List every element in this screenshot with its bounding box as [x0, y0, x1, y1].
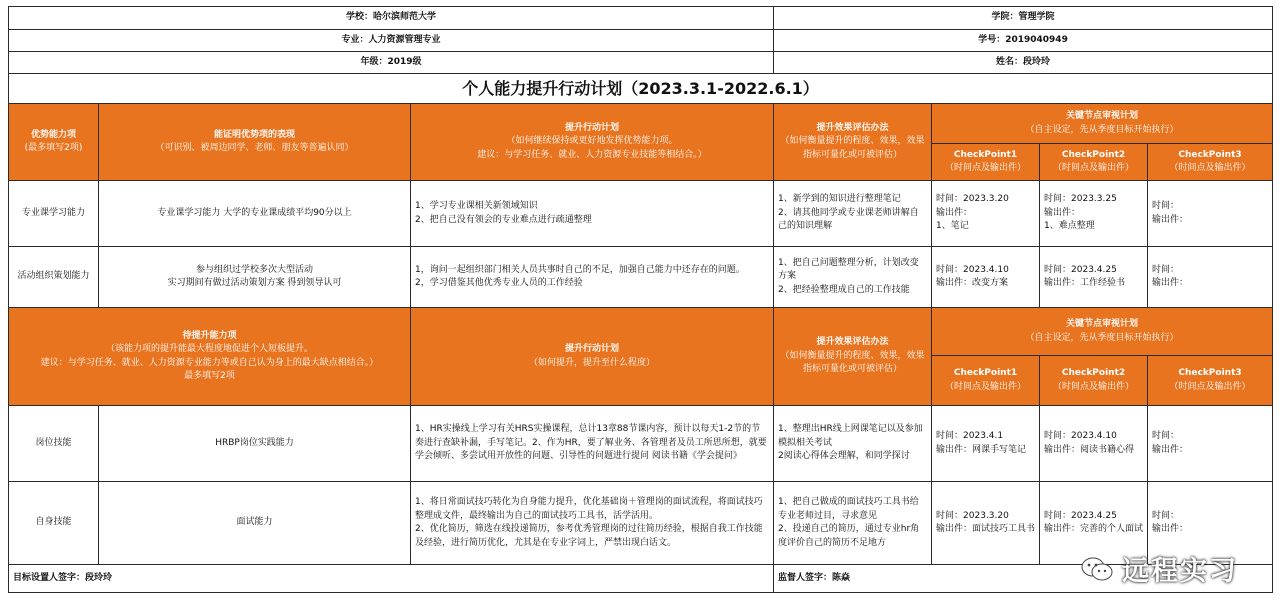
college-cell: 学院：管理学院 — [774, 7, 1273, 30]
sec1-header-cp3 — [1148, 144, 1273, 181]
plan-table — [8, 6, 1273, 593]
checkpoint-output: 输出件： — [1152, 278, 1189, 288]
checkpoint2-cell — [1040, 482, 1148, 565]
sec2-header-cp2 — [1040, 356, 1148, 406]
ability-cell: 自身技能 — [9, 482, 99, 565]
checkpoint-time: 时间：2023.3.20 — [936, 510, 1009, 521]
sec1-header-plan-sub2: 建议：与学习任务、就业、人力资源专业技能等相结合。） — [477, 149, 707, 160]
sec1-header-key — [932, 104, 1273, 144]
checkpoint2-cell — [1040, 406, 1148, 482]
sec2-cp1-label: CheckPoint1 — [953, 368, 1018, 378]
plan-cell: 1、HR实操线上学习有关HRS实操课程，总计13章88节课内容，预计以每天1-2节的节奏进行查缺补漏，手写笔记。2、作为HR，要了解业务、各管理者及员工所思所想，就要学会倾听、多尝试用开放性的问题、引导性的问题进行提问 阅读书籍《学会提问》 — [411, 406, 774, 482]
plan-line: 2、优化简历，筛选在线投递简历，参考优秀管理岗的过往简历经验，根据自我工作技能及经验，进行简历优化，尤其是在专业字词上，严禁出现白话文。 — [415, 524, 763, 548]
eval-cell — [774, 247, 932, 308]
sec1-cp2-label: CheckPoint2 — [1061, 149, 1126, 160]
sec1-header-eval-title: 提升效果评估办法 — [816, 122, 889, 133]
sec1-header-cp2 — [1040, 144, 1148, 181]
checkpoint-output: 输出件： — [1044, 207, 1081, 218]
sec2-header-ability-sub3: 最多填写2项 — [184, 371, 235, 381]
evidence-line: 实习期间有做过活动策划方案 得到领导认可 — [167, 278, 342, 288]
plan-line: 1、将日常面试技巧转化为自身能力提升，优化基础岗＋管理岗的面试流程，将面试技巧整理成文件，最终输出为自己的面试技巧工具书，活学活用。 — [415, 497, 763, 521]
grade-cell: 年级：2019级 — [9, 52, 774, 74]
evidence-line: 专业课学习能力 大学的专业课成绩平均90分以上 — [157, 207, 352, 218]
sec2-header-row-1 — [9, 308, 1273, 356]
checkpoint-time: 时间：2023.4.10 — [936, 264, 1009, 275]
checkpoint3-cell — [1148, 247, 1273, 308]
eval-cell — [774, 181, 932, 247]
checkpoint3-cell — [1148, 406, 1273, 482]
major-cell: 专业：人力资源管理专业 — [9, 30, 774, 52]
watermark-text: 远程实习 — [1122, 556, 1238, 587]
info-row-3 — [9, 52, 1273, 74]
sec2-header-plan-sub: （如何提升，提升至什么程度） — [529, 357, 656, 368]
sec1-header-eval — [774, 104, 932, 181]
eval-line: 2、请其他同学或专业课老师讲解自己的知识理解 — [778, 207, 919, 232]
sec1-cp3-sub: （时间点及输出件） — [1169, 163, 1251, 173]
sec1-header-evidence — [99, 104, 411, 181]
info-row-2 — [9, 30, 1273, 52]
signature-row — [9, 565, 1273, 593]
sec1-header-key-sub: （自主设定，先从季度目标开始执行） — [1025, 124, 1179, 135]
checkpoint-output: 输出件： — [1152, 214, 1189, 225]
sec2-header-plan — [411, 308, 774, 406]
checkpoint-time: 时间：2023.4.10 — [1044, 431, 1117, 441]
checkpoint-output: 输出件：网课手写笔记 — [936, 444, 1027, 455]
checkpoint-time: 时间：2023.4.25 — [1044, 264, 1117, 275]
checkpoint-time: 时间：2023.4.1 — [936, 431, 1004, 441]
table-row — [9, 247, 1273, 308]
evidence-cell: HRBP岗位实践能力 — [99, 406, 411, 482]
plan-cell — [411, 482, 774, 565]
student-id-cell: 学号：2019040949 — [774, 30, 1273, 52]
supervisor-signature: 监督人签字：陈焱 — [774, 565, 1273, 593]
plan-line: 2、把自己没有领会的专业难点进行疏通整理 — [415, 214, 592, 225]
checkpoint-time: 时间：2023.3.25 — [1044, 194, 1117, 205]
sec2-cp2-label: CheckPoint2 — [1061, 368, 1126, 378]
checkpoint1-cell — [932, 181, 1040, 247]
sec2-header-ability — [9, 308, 411, 406]
sec2-cp3-label: CheckPoint3 — [1178, 368, 1242, 378]
evidence-cell — [99, 247, 411, 308]
checkpoint-item: 1、笔记 — [936, 221, 969, 232]
eval-line: 1、把自己问题整理分析，计划改变方案 — [778, 257, 919, 282]
page-title: 个人能力提升行动计划（2023.3.1-2022.6.1） — [9, 74, 1273, 104]
sec1-header-plan — [411, 104, 774, 181]
sec2-header-cp3 — [1148, 356, 1273, 406]
checkpoint-time: 时间：2023.3.20 — [936, 194, 1009, 205]
sec1-header-plan-title: 提升行动计划 — [565, 122, 620, 133]
checkpoint-output: 输出件： — [936, 207, 973, 218]
checkpoint2-cell — [1040, 181, 1148, 247]
evidence-line: 参与组织过学校多次大型活动 — [195, 264, 313, 275]
table-row — [9, 181, 1273, 247]
sec1-header-eval-sub: （如何衡量提升的程度、效果，效果指标可量化或可被评估） — [780, 136, 925, 160]
sec1-header-ability-title: 优势能力项 — [30, 129, 76, 140]
checkpoint-output: 输出件：改变方案 — [936, 278, 1009, 288]
sec2-cp1-sub: （时间点及输出件） — [945, 381, 1027, 392]
checkpoint1-cell — [932, 406, 1040, 482]
sec2-header-cp1 — [932, 356, 1040, 406]
ability-cell: 岗位技能 — [9, 406, 99, 482]
checkpoint3-cell — [1148, 482, 1273, 565]
sec2-header-key-title: 关键节点审视计划 — [1066, 319, 1139, 329]
checkpoint-output: 输出件： — [1152, 444, 1189, 455]
sec2-header-key-sub: （自主设定，先从季度目标开始执行） — [1025, 332, 1179, 343]
title-row — [9, 74, 1273, 104]
checkpoint-output: 输出件：工作经验书 — [1044, 278, 1126, 288]
eval-cell — [774, 406, 932, 482]
checkpoint-output: 输出件：完善的个人面试 — [1044, 524, 1144, 534]
eval-line: 2、投递自己的简历，通过专业hr角度评价自己的简历不足地方 — [778, 524, 920, 548]
sec2-header-ability-title: 待提升能力项 — [182, 330, 237, 341]
checkpoint-time: 时间：2023.4.25 — [1044, 510, 1117, 521]
sec1-header-evidence-sub: （可识别、被周边同学、老师、朋友等普遍认同） — [155, 143, 354, 153]
eval-line: 2阅读心得体会理解，和同学探讨 — [778, 451, 910, 462]
sec1-cp2-sub: （时间点及输出件） — [1053, 163, 1135, 173]
sec1-header-plan-sub1: （如何继续保持或更好地发挥优势能力项。 — [506, 136, 678, 147]
name-cell: 姓名：段玲玲 — [774, 52, 1273, 74]
plan-cell — [411, 247, 774, 308]
sec2-header-key — [932, 308, 1273, 356]
ability-cell: 活动组织策划能力 — [9, 247, 99, 308]
eval-line: 1、整理出HR线上网课笔记以及参加模拟相关考试 — [778, 424, 923, 448]
sec2-cp3-sub: （时间点及输出件） — [1169, 381, 1251, 392]
eval-line: 2、把经验整理成自己的工作技能 — [778, 284, 910, 295]
plan-cell — [411, 181, 774, 247]
plan-line: 2，学习借鉴其他优秀专业人员的工作经验 — [415, 278, 583, 288]
sec1-cp1-sub: （时间点及输出件） — [945, 163, 1027, 173]
checkpoint-time: 时间： — [1152, 510, 1180, 521]
checkpoint-time: 时间： — [1152, 431, 1180, 441]
sec2-header-ability-sub2: 建议：与学习任务、就业、人力资源专业能力等或自己认为身上的最大缺点相结合。） — [40, 357, 379, 368]
sec2-header-eval-title: 提升效果评估办法 — [816, 337, 889, 348]
checkpoint1-cell — [932, 482, 1040, 565]
checkpoint-output: 输出件：面试技巧工具书 — [936, 524, 1036, 534]
evidence-cell — [99, 181, 411, 247]
checkpoint3-cell — [1148, 181, 1273, 247]
checkpoint-item: 1、难点整理 — [1044, 221, 1095, 232]
checkpoint-output: 输出件：阅读书籍心得 — [1044, 444, 1135, 455]
checkpoint1-cell — [932, 247, 1040, 308]
info-row-1 — [9, 7, 1273, 30]
checkpoint2-cell — [1040, 247, 1148, 308]
setter-signature: 目标设置人签字：段玲玲 — [9, 565, 774, 593]
plan-line: 1，询问一起组织部门相关人员共事时自己的不足，加强自己能力中还存在的问题。 — [415, 264, 745, 275]
checkpoint-output: 输出件： — [1152, 524, 1189, 534]
sec2-cp2-sub: （时间点及输出件） — [1053, 381, 1135, 392]
evidence-cell: 面试能力 — [99, 482, 411, 565]
eval-line: 1、新学到的知识进行整理笔记 — [778, 194, 901, 205]
sec1-header-cp1 — [932, 144, 1040, 181]
ability-cell: 专业课学习能力 — [9, 181, 99, 247]
sec1-cp1-label: CheckPoint1 — [953, 149, 1018, 160]
sec1-header-row-1 — [9, 104, 1273, 144]
checkpoint-time: 时间： — [1152, 201, 1180, 211]
sec1-cp3-label: CheckPoint3 — [1178, 149, 1242, 160]
table-row — [9, 482, 1273, 565]
sec1-header-key-title: 关键节点审视计划 — [1066, 111, 1139, 121]
eval-line: 1、把自己做成的面试技巧工具书给专业老师过目，寻求意见 — [778, 497, 919, 521]
sec2-header-eval-sub: （如何衡量提升的程度、效果，效果指标可量化或可被评估） — [780, 350, 925, 375]
checkpoint-time: 时间： — [1152, 264, 1180, 275]
plan-line: 1、学习专业课相关新领域知识 — [415, 201, 538, 211]
sec1-header-ability-sub: (最多填写2项) — [24, 143, 83, 153]
eval-cell — [774, 482, 932, 565]
sec2-header-plan-title: 提升行动计划 — [565, 344, 620, 354]
sec1-header-evidence-title: 能证明优势项的表现 — [213, 129, 295, 140]
sec2-header-ability-sub1: （该能力项的提升能最大程度地促进个人短板提升。 — [105, 344, 313, 354]
sec2-header-eval — [774, 308, 932, 406]
sec1-header-ability — [9, 104, 99, 181]
school-cell: 学校：哈尔滨师范大学 — [9, 7, 774, 30]
table-row — [9, 406, 1273, 482]
